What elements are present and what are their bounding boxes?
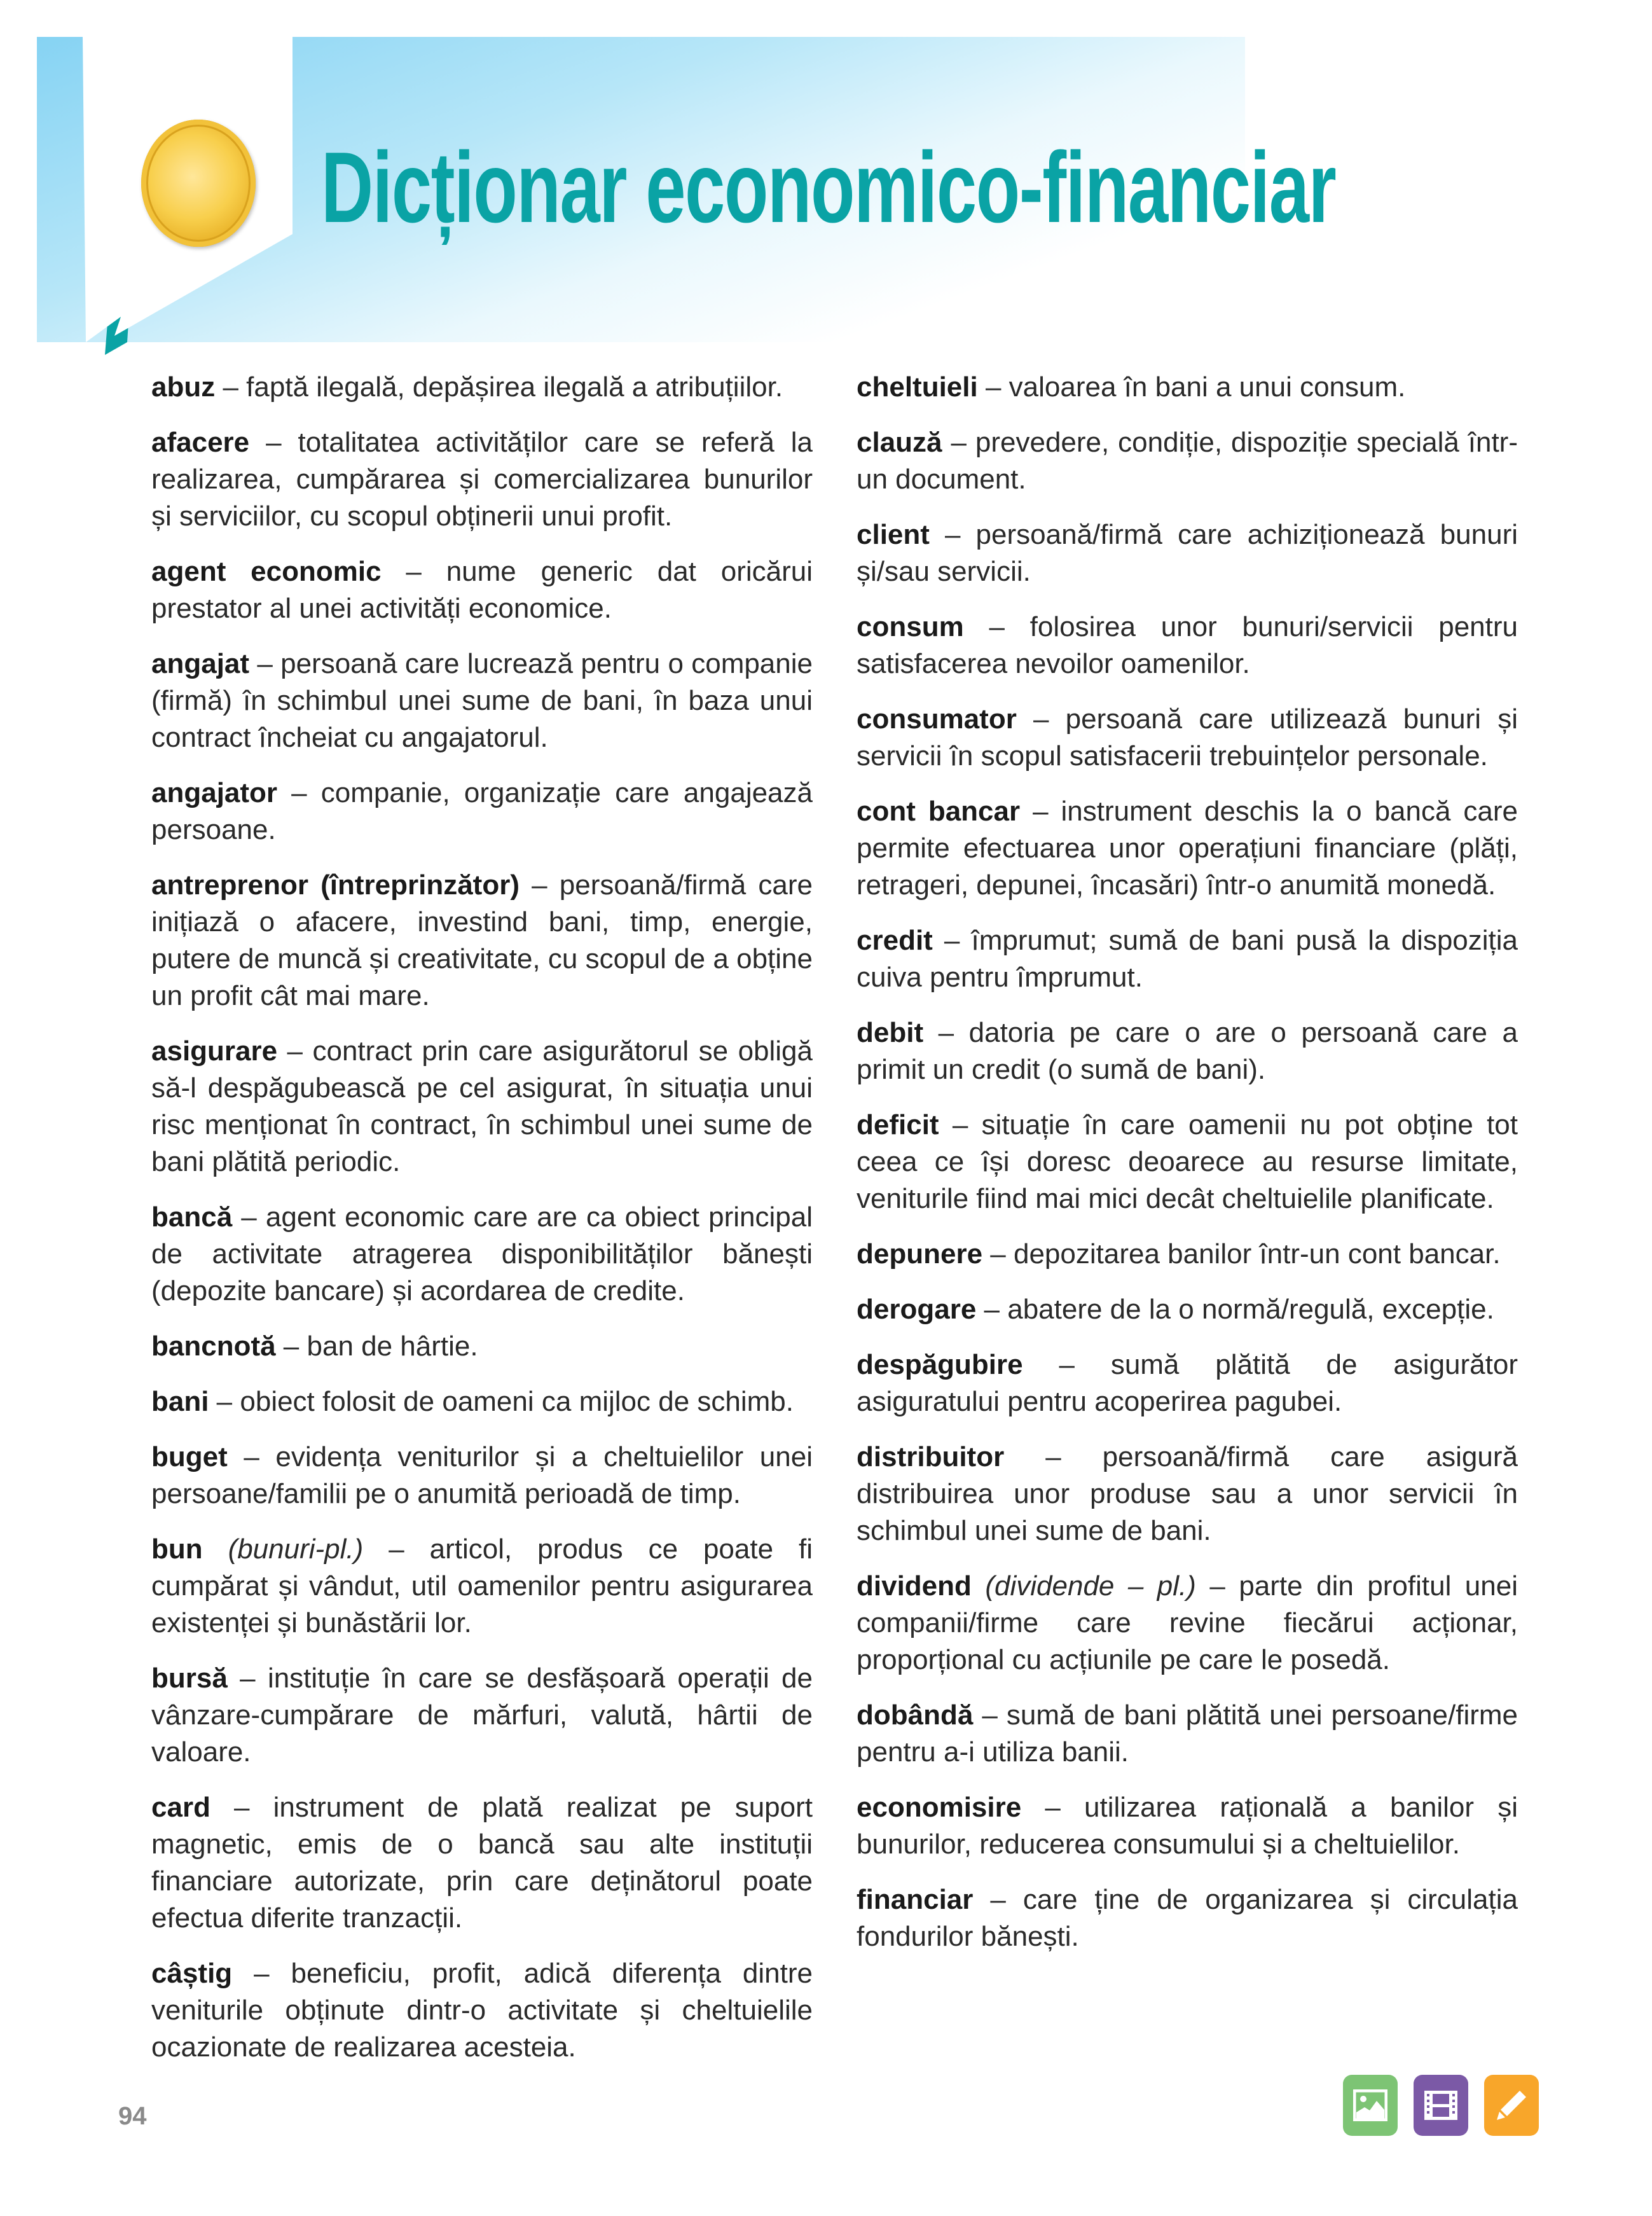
entry-term: afacere (151, 427, 250, 458)
entry-term: clauză (857, 427, 942, 458)
dictionary-entry (151, 1660, 813, 1771)
entry-term: bancnotă (151, 1331, 276, 1362)
entry-definition: – instrument de plată realizat pe suport magnetic, emis de o bancă sau alte instituții financiare autorizate, prin care deținătorul poate efectua diferite tranzacții. (151, 1792, 813, 1934)
entry-term: antreprenor (întreprinzător) (151, 869, 520, 901)
dictionary-entry (151, 775, 813, 848)
entry-term: derogare (857, 1294, 977, 1325)
dictionary-entry (857, 793, 1518, 904)
film-icon[interactable] (1414, 2075, 1468, 2136)
dictionary-entry (151, 1383, 813, 1420)
entry-definition: – sumă plătită de asigurător asiguratului pentru acoperirea pagubei. (857, 1349, 1518, 1417)
entry-definition: – abatere de la o normă/regulă, excepție. (976, 1294, 1494, 1325)
entry-term: depunere (857, 1238, 983, 1270)
entry-term: card (151, 1792, 210, 1823)
entry-definition: – sumă de bani plătită unei persoane/firme pentru a-i utiliza banii. (857, 1700, 1518, 1768)
entry-definition: – persoană care utilizează bunuri și servicii în scopul satisfacerii trebuințelor personale. (857, 703, 1518, 772)
dictionary-entry (857, 1236, 1518, 1273)
entry-term: bancă (151, 1201, 233, 1233)
entry-term: dobândă (857, 1700, 974, 1731)
entry-term: despăgubire (857, 1349, 1023, 1380)
dictionary-entry (857, 1291, 1518, 1328)
entry-term: client (857, 519, 930, 550)
dictionary-entry (857, 922, 1518, 996)
entry-term: angajat (151, 648, 250, 679)
dictionary-entry (151, 646, 813, 756)
dictionary-entry (151, 553, 813, 627)
entry-term: câștig (151, 1958, 233, 1989)
dictionary-entry (151, 424, 813, 535)
entry-term: agent economic (151, 556, 382, 587)
dictionary-entry (857, 609, 1518, 682)
entry-definition: – agent economic care are ca obiect principal de activitate atragerea disponibilităților bănești (depozite bancare) și acordarea de credite. (151, 1201, 813, 1306)
entry-definition: – persoană/firmă care achiziționează bunuri și/sau servicii. (857, 519, 1518, 587)
image-icon[interactable] (1343, 2075, 1398, 2136)
entry-note: (dividende – pl.) (985, 1570, 1196, 1602)
entry-definition: – articol, produs ce poate fi cumpărat și vândut, util oamenilor pentru asigurarea existenței și bunăstării lor. (151, 1534, 813, 1638)
dictionary-entry (857, 1439, 1518, 1549)
entry-definition: – beneficiu, profit, adică diferența dintre veniturile obținute dintr-o activitate și cheltuielile ocazionate de realizarea acesteia. (151, 1958, 813, 2063)
entry-term: consum (857, 611, 964, 642)
entry-definition: – contract prin care asigurătorul se obligă să-l despăgubească pe cel asigurat, în situația unui risc menționat în contract, în schimbul unei sume de bani plătită periodic. (151, 1035, 813, 1177)
dictionary-entry (857, 1697, 1518, 1771)
dictionary-entry (857, 1347, 1518, 1420)
entry-term: financiar (857, 1884, 974, 1915)
entry-definition: – instituție în care se desfășoară operații de vânzare-cumpărare de mărfuri, valută, hârtii de valoare. (151, 1663, 813, 1768)
pencil-icon[interactable] (1484, 2075, 1539, 2136)
entry-term: cont bancar (857, 796, 1021, 827)
entry-term: credit (857, 925, 933, 956)
dictionary-entry (857, 369, 1518, 406)
entry-term: economisire (857, 1792, 1022, 1823)
entry-definition: – instrument deschis la o bancă care permite efectuarea unor operațiuni financiare (plăți, retrageri, depunei, încasări) într-o anumită monedă. (857, 796, 1518, 901)
entry-definition: – folosirea unor bunuri/servicii pentru satisfacerea nevoilor oamenilor. (857, 611, 1518, 679)
entry-definition: – ban de hârtie. (275, 1331, 478, 1362)
entry-definition: – prevedere, condiție, dispoziție specială într-un document. (857, 427, 1518, 495)
dictionary-entry (151, 1531, 813, 1642)
dictionary-entry (857, 516, 1518, 590)
resource-icons (1343, 2075, 1539, 2136)
entry-term: bun (151, 1534, 203, 1565)
entry-definition: – obiect folosit de oameni ca mijloc de schimb. (209, 1386, 794, 1417)
entry-term: consumator (857, 703, 1017, 735)
entry-term: angajator (151, 777, 278, 808)
entry-term: abuz (151, 371, 216, 403)
page-title: Dicționar economico-financiar (321, 132, 1336, 244)
entry-definition: – valoarea în bani a unui consum. (977, 371, 1406, 403)
dictionary-entry (151, 1439, 813, 1513)
entry-term: bani (151, 1386, 209, 1417)
entry-definition: – persoană care lucrează pentru o companie (firmă) în schimbul unei sume de bani, în baza unui contract încheiat cu angajatorul. (151, 648, 813, 753)
entry-term: distribuitor (857, 1441, 1005, 1472)
dictionary-entry (151, 1033, 813, 1181)
entry-definition: – datoria pe care o are o persoană care a primit un credit (o sumă de bani). (857, 1017, 1518, 1085)
entry-term: debit (857, 1017, 924, 1048)
dictionary-entry (857, 1881, 1518, 1955)
entry-definition: – companie, organizație care angajează persoane. (151, 777, 813, 845)
entry-definition: – situație în care oamenii nu pot obține tot ceea ce își doresc deoarece au resurse limitate, veniturile fiind mai mici decât cheltuielile planificate. (857, 1109, 1518, 1214)
entry-term: deficit (857, 1109, 939, 1140)
entry-term: cheltuieli (857, 371, 978, 403)
dictionary-entry (151, 1328, 813, 1365)
dictionary-column-right (857, 369, 1518, 1974)
dictionary-entry (857, 424, 1518, 498)
entry-term: buget (151, 1441, 228, 1472)
dictionary-entry (857, 701, 1518, 775)
entry-definition: – depozitarea banilor într-un cont bancar. (982, 1238, 1501, 1270)
dictionary-entry (151, 369, 813, 406)
entry-definition: – persoană/firmă care inițiază o afacere, investind bani, timp, energie, putere de muncă și creativitate, cu scopul de a obține un profit cât mai mare. (151, 869, 813, 1011)
coin-icon (141, 120, 256, 247)
dictionary-entry (151, 1955, 813, 2066)
entry-definition: – împrumut; sumă de bani pusă la dispoziția cuiva pentru împrumut. (857, 925, 1518, 993)
entry-definition: – utilizarea rațională a banilor și bunurilor, reducerea consumului și a cheltuielilor. (857, 1792, 1518, 1860)
dictionary-entry (857, 1789, 1518, 1863)
entry-note: (bunuri-pl.) (228, 1534, 364, 1565)
page-number: 94 (118, 2102, 147, 2130)
dictionary-entry (857, 1107, 1518, 1217)
entry-definition: – persoană/firmă care asigură distribuirea unor produse sau a unor servicii în schimbul unei sume de bani. (857, 1441, 1518, 1546)
entry-definition: – faptă ilegală, depășirea ilegală a atribuțiilor. (215, 371, 783, 403)
dictionary-entry (857, 1015, 1518, 1088)
entry-definition: – care ține de organizarea și circulația fondurilor bănești. (857, 1884, 1518, 1952)
entry-definition: – parte din profitul unei companii/firme care revine fiecărui acționar, proporțional cu acțiunile pe care le posedă. (857, 1570, 1518, 1675)
entry-term: bursă (151, 1663, 228, 1694)
entry-term: dividend (857, 1570, 972, 1602)
entry-definition: – totalitatea activităților care se referă la realizarea, cumpărarea și comercializarea bunurilor și serviciilor, cu scopul obținerii unui profit. (151, 427, 813, 532)
entry-term: asigurare (151, 1035, 278, 1067)
dictionary-entry (151, 1199, 813, 1310)
entry-definition: – nume generic dat oricărui prestator al unei activități economice. (151, 556, 813, 624)
dictionary-column-left (151, 369, 813, 2084)
dictionary-entry (857, 1568, 1518, 1679)
dictionary-entry (151, 1789, 813, 1937)
dictionary-entry (151, 867, 813, 1015)
entry-definition: – evidența veniturilor și a cheltuielilor unei persoane/familii pe o anumită perioadă de timp. (151, 1441, 813, 1509)
